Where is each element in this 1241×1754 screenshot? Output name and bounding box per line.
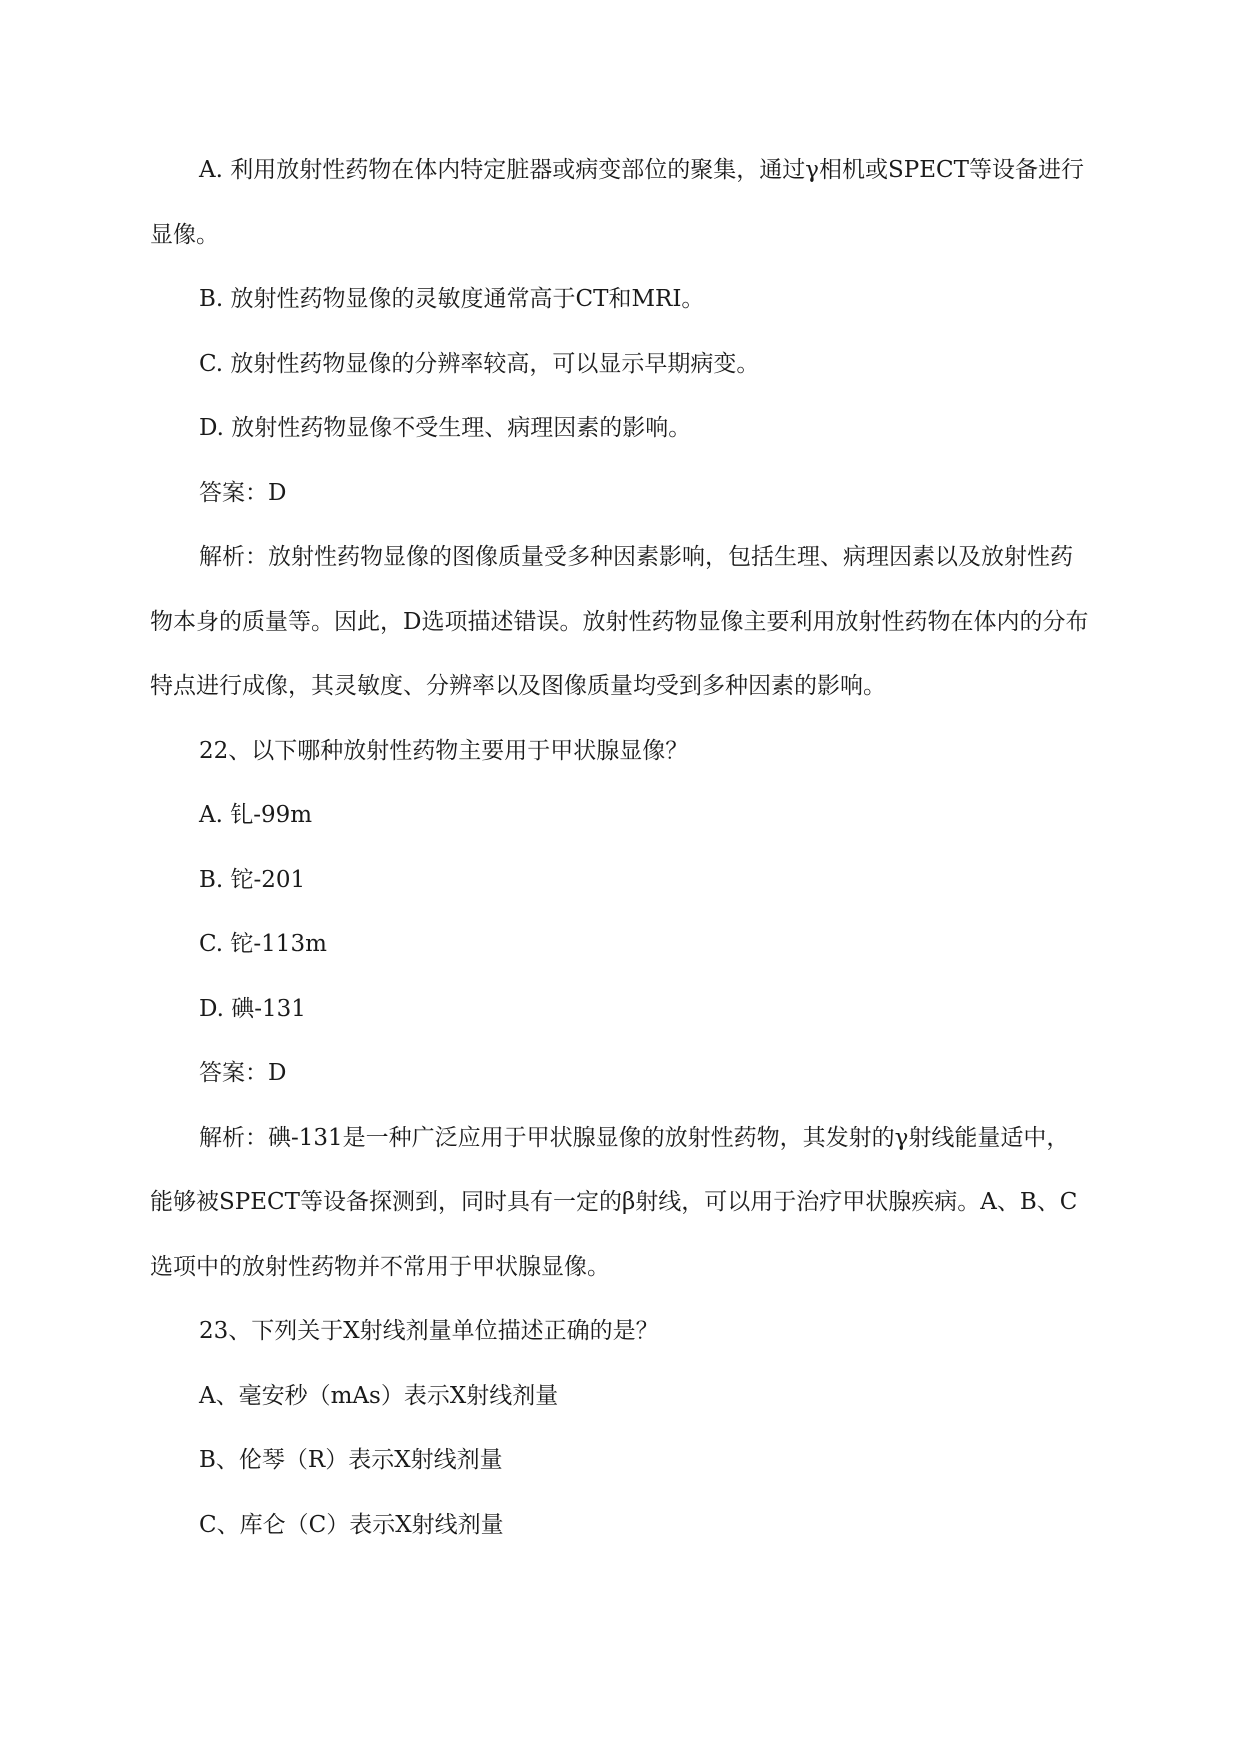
q21-answer: 答案：D: [199, 479, 287, 506]
q22-analysis: 解析：碘-131是一种广泛应用于甲状腺显像的放射性药物，其发射的γ射线能量适中，能够被SPECT等设备探测到，同时具有一定的β射线，可以用于治疗甲状腺疾病。A、B、C选项中的放射性药物并不常用于甲状腺显像。: [150, 1124, 1078, 1280]
q21-option-a: A. 利用放射性药物在体内特定脏器或病变部位的聚集，通过γ相机或SPECT等设备进行显像。: [150, 157, 1084, 248]
q22-option-a: A. 钆-99m: [199, 802, 313, 828]
q23-question: 23、下列关于X射线剂量单位描述正确的是？: [199, 1318, 659, 1344]
q22-option-d: D. 碘-131: [199, 995, 306, 1022]
q22-question: 22、以下哪种放射性药物主要用于甲状腺显像？: [199, 737, 689, 764]
q21-option-c: C. 放射性药物显像的分辨率较高，可以显示早期病变。: [199, 350, 760, 377]
q23-option-b: B、伦琴（R）表示X射线剂量: [199, 1447, 503, 1473]
q21-option-b: B. 放射性药物显像的灵敏度通常高于CT和MRI。: [199, 286, 705, 312]
document-body: [150, 138, 1090, 1557]
q22-option-c: C. 铊-113m: [199, 931, 327, 957]
q22-option-b: B. 铊-201: [199, 866, 306, 893]
q21-option-d: D. 放射性药物显像不受生理、病理因素的影响。: [199, 415, 692, 441]
q22-answer: 答案：D: [199, 1060, 287, 1086]
q23-option-c: C、库仑（C）表示X射线剂量: [199, 1511, 504, 1538]
q21-analysis: 解析：放射性药物显像的图像质量受多种因素影响，包括生理、病理因素以及放射性药物本身的质量等。因此，D选项描述错误。放射性药物显像主要利用放射性药物在体内的分布特点进行成像，其灵敏度、分辨率以及图像质量均受到多种因素的影响。: [150, 544, 1089, 699]
q23-option-a: A、毫安秒（mAs）表示X射线剂量: [199, 1382, 559, 1409]
